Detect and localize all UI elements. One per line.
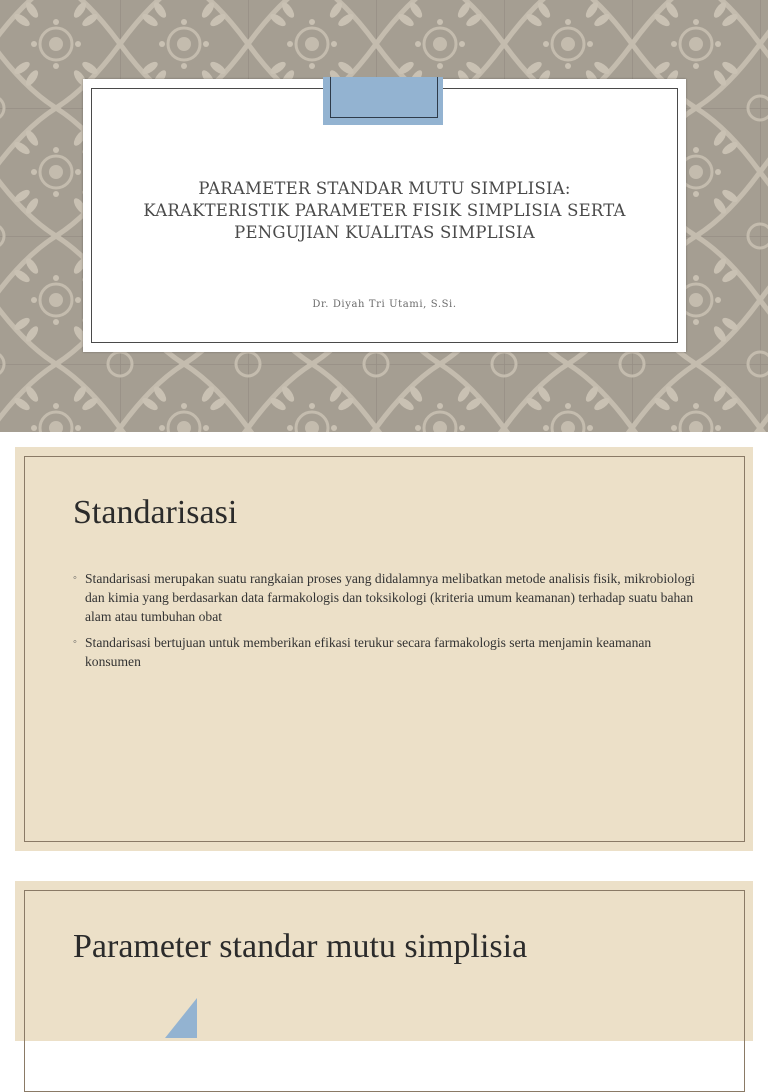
bullet-item bbox=[73, 569, 703, 626]
title-line-3: PENGUJIAN KUALITAS SIMPLISIA bbox=[234, 223, 535, 242]
author-name: Dr. Diyah Tri Utami, S.Si. bbox=[312, 299, 457, 310]
title-line-1: PARAMETER STANDAR MUTU SIMPLISIA: bbox=[198, 179, 571, 198]
bullet-list bbox=[73, 569, 703, 678]
slide-heading: Parameter standar mutu simplisia bbox=[73, 928, 528, 965]
bullet-circle-icon: ◦ bbox=[73, 572, 77, 584]
standarisasi-slide bbox=[15, 447, 753, 851]
title-line-2: KARAKTERISTIK PARAMETER FISIK SIMPLISIA SERTA bbox=[143, 201, 626, 220]
slide-frame bbox=[24, 890, 745, 1092]
title-accent-tab bbox=[323, 77, 443, 125]
bullet-text: Standarisasi merupakan suatu rangkaian proses yang didalamnya melibatkan metode analisis fisik, mikrobiologi dan kimia yang berdasarkan data farmakologis dan toksikologi (kriteria umum keamanan) terhadap suatu bahan alam atau tumbuhan obat bbox=[85, 571, 696, 624]
title-card bbox=[83, 79, 686, 352]
presentation-title bbox=[103, 178, 666, 244]
slide-heading: Standarisasi bbox=[73, 494, 238, 531]
bullet-circle-icon: ◦ bbox=[73, 636, 77, 648]
title-slide bbox=[0, 0, 768, 432]
arrow-shape-icon bbox=[165, 998, 205, 1038]
bullet-item bbox=[73, 633, 703, 671]
bullet-text: Standarisasi bertujuan untuk memberikan efikasi terukur secara farmakologis serta menjamin keamanan konsumen bbox=[85, 635, 652, 669]
parameter-slide bbox=[15, 881, 753, 1041]
title-accent-tab-outline bbox=[330, 77, 438, 118]
